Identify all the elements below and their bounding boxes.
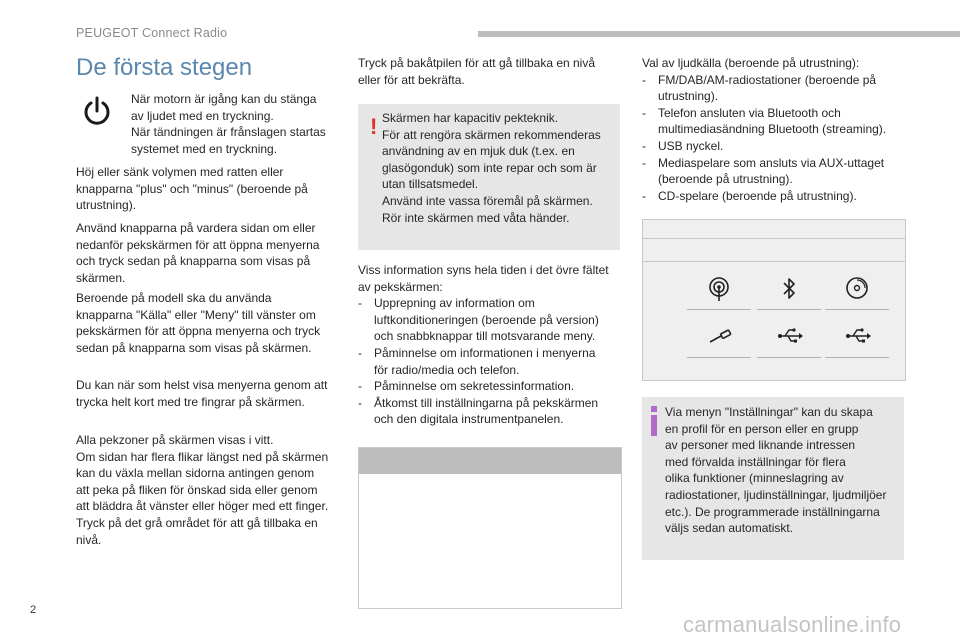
gray-area-illustration xyxy=(358,447,622,609)
bluetooth-icon xyxy=(757,270,821,310)
usb-icon xyxy=(825,318,889,358)
page-number: 2 xyxy=(30,604,37,616)
cd-icon xyxy=(825,270,889,310)
radio-icon xyxy=(687,270,751,310)
source-paragraph: Val av ljudkälla (beroende på utrustning): - FM/DAB/AM-radiostationer (beroende på utrustning). - Telefon ansluten via Bluetooth och multimediasändning Bluetooth (streaming). - USB nyckel. - Mediaspelare som ansluts via AUX-uttaget (beroende på utrustning). - CD-spelare (beroende på utrustning). xyxy=(642,55,912,204)
info-text: Via menyn "Inställningar" kan du skapa en profil för en person eller en grupp av personer med liknande intressen med förvalda inställningar för flera olika funktioner (minneslagring av radiostationer, ljudinställningar, ljudmiljöer etc.). De programmerade inställningarna väljs sedan automatiskt. xyxy=(665,405,887,536)
list-item: - Mediaspelare som ansluts via AUX-uttaget (beroende på utrustning). xyxy=(642,155,912,188)
info-icon xyxy=(651,406,657,436)
touch-zones-paragraph: Alla pekzoner på skärmen visas i vitt. Om sidan har flera flikar längst ned på skärmen kan du växla mellan sidorna antingen genom att peka på fliken för önskad sida eller genom att bläddra åt vänster eller höger med ett finger. Tryck på det grå området för att gå tillbaka en nivå. xyxy=(76,433,329,547)
usb-icon xyxy=(757,318,821,358)
three-finger-paragraph: Du kan när som helst visa menyerna genom att trycka helt kort med tre fingrar på skärmen. xyxy=(76,378,328,409)
volume-paragraph: Höj eller sänk volymen med ratten eller knapparna "plus" och "minus" (beroende på utrustning). xyxy=(76,165,308,213)
gray-strip xyxy=(359,448,621,474)
running-header: PEUGEOT Connect Radio xyxy=(76,26,228,40)
page-title: De första stegen xyxy=(76,54,253,81)
aux-icon xyxy=(687,318,751,358)
watermark: carmanualsonline.info xyxy=(683,612,902,637)
list-item: - Påminnelse om informationen i menyerna för radio/media och telefon. xyxy=(358,345,628,378)
list-item: - Påminnelse om sekretessinformation. xyxy=(358,378,628,395)
info-bar-list xyxy=(358,295,628,428)
list-item: - CD-spelare (beroende på utrustning). xyxy=(642,188,912,205)
warning-icon: ! xyxy=(370,114,378,139)
power-text: När motorn är igång kan du stänga av ljudet med en tryckning. När tändningen är frånslagen startas systemet med en tryckning. xyxy=(131,92,326,156)
model-paragraph: Beroende på modell ska du använda knapparna "Källa" eller "Meny" till vänster om pekskärmen för att öppna menyerna och tryck sedan på knapparna som visas på skärmen. xyxy=(76,291,321,355)
buttons-paragraph: Använd knapparna på vardera sidan om eller nedanför pekskärmen för att öppna menyerna och tryck sedan på knapparna som visas på skärmen. xyxy=(76,221,320,285)
power-icon xyxy=(82,96,112,128)
list-item: - FM/DAB/AM-radiostationer (beroende på utrustning). xyxy=(642,72,912,105)
back-arrow-paragraph: Tryck på bakåtpilen för att gå tillbaka en nivå eller för att bekräfta. xyxy=(358,56,596,87)
info-bar-paragraph: Viss information syns hela tiden i det övre fältet av pekskärmen: - Upprepning av information om luftkonditioneringen (beroende på version) och snabbknappar till motsvarande meny. - Påminnelse om informationen i menyerna för radio/media och telefon. - Påminnelse om sekretessinformation. - Åtkomst till inställningarna på pekskärmen och den digitala instrumentpanelen. xyxy=(358,262,628,428)
list-item: - Upprepning av information om luftkonditioneringen (beroende på version) och snabbknappar till motsvarande meny. xyxy=(358,295,628,345)
list-item: - Åtkomst till inställningarna på pekskärmen och den digitala instrumentpanelen. xyxy=(358,395,628,428)
source-menu-illustration xyxy=(642,219,906,381)
warning-text: Skärmen har kapacitiv pekteknik. För att rengöra skärmen rekommenderas användning av en mjuk duk (t.ex. en glasögonduk) som inte repar och som är utan tillsatsmedel. Använd inte vassa föremål på skärmen. Rör inte skärmen med våta händer. xyxy=(382,111,601,225)
list-item: - Telefon ansluten via Bluetooth och multimediasändning Bluetooth (streaming). xyxy=(642,105,912,138)
list-item: - USB nyckel. xyxy=(642,138,912,155)
header-bar xyxy=(478,31,960,37)
source-list xyxy=(642,72,912,205)
